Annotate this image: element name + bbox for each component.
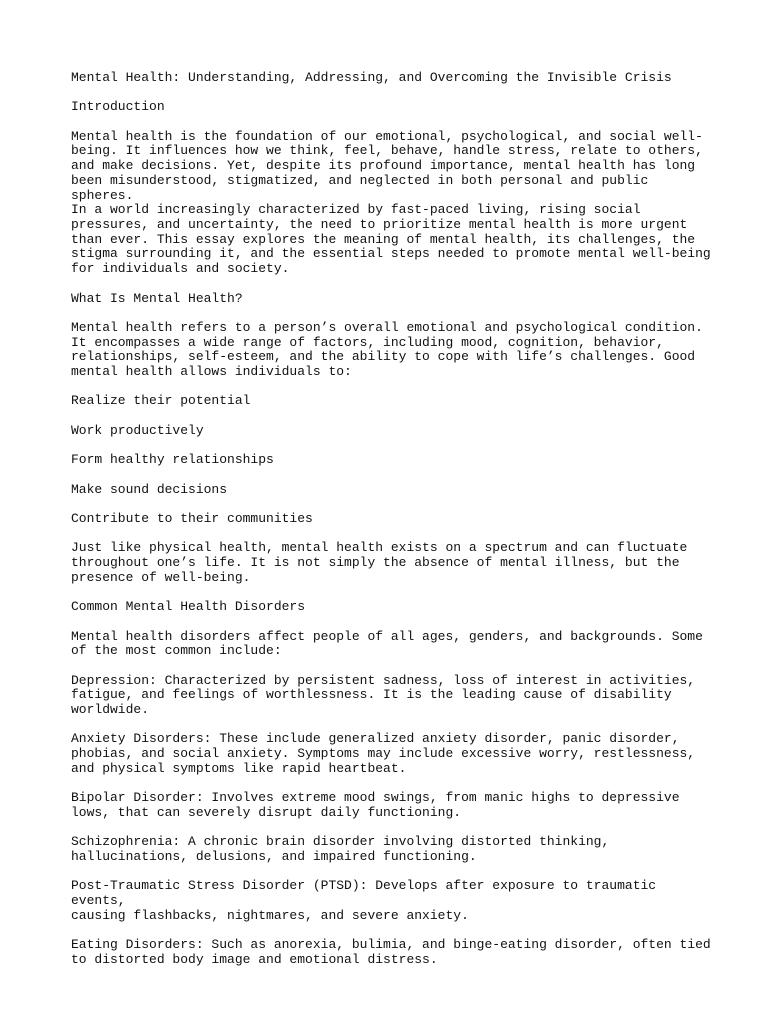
document-title: Mental Health: Understanding, Addressing, and Overcoming the Invisible Crisis — [71, 70, 672, 85]
list-item: Form healthy relationships — [71, 452, 274, 468]
definition-paragraph: Mental health refers to a person’s overall emotional and psychological condition. It encompasses a wide range of factors, including mood, cognition, behavior, relationships, self-esteem, and the ability to cope with life’s challenges. Good mental health allows individuals to: — [71, 319, 703, 379]
list-item: Make sound decisions — [71, 481, 228, 497]
disorder-paragraph-eating: Eating Disorders: Such as anorexia, bulimia, and binge-eating disorder, often tied to distorted body image and emotional distress. — [71, 937, 711, 967]
list-item: Work productively — [71, 422, 204, 438]
introduction-paragraph: Mental health is the foundation of our emotional, psychological, and social well- being. It influences how we think, feel, behave, handle stress, relate to others, and make decisions. Yet, despite its profound importance, mental health has long been misunderstood, stigmatized, and neglected in both personal and public spheres. In a world increasingly characterized by fast-paced living, rising social pressures, and uncertainty, the need to prioritize mental health is more urgent than ever. This essay explores the meaning of mental health, its challenges, the stigma surrounding it, and the essential steps needed to promote mental well-being for individuals and society. — [71, 128, 711, 277]
disorders-intro-paragraph: Mental health disorders affect people of all ages, genders, and backgrounds. Some of the most common include: — [71, 628, 703, 659]
disorder-paragraph-depression: Depression: Characterized by persistent sadness, loss of interest in activities, fatigue, and feelings of worthlessness. It is the leading cause of disability worldwide. — [71, 672, 696, 718]
section-heading-common-disorders: Common Mental Health Disorders — [71, 599, 306, 615]
section-heading-what-is-mental-health: What Is Mental Health? — [71, 290, 243, 306]
section-heading-introduction: Introduction — [71, 99, 165, 115]
list-item: Contribute to their communities — [71, 510, 313, 526]
disorder-paragraph-bipolar: Bipolar Disorder: Involves extreme mood swings, from manic highs to depressive lows, that can severely disrupt daily functioning. — [71, 790, 680, 820]
document-page — [71, 71, 711, 982]
disorder-paragraph-ptsd: Post-Traumatic Stress Disorder (PTSD): Develops after exposure to traumatic events, causing flashbacks, nightmares, and severe anxiety. — [71, 878, 657, 923]
disorder-paragraph-anxiety: Anxiety Disorders: These include generalized anxiety disorder, panic disorder, phobias, and social anxiety. Symptoms may include excessive worry, restlessness, and physical symptoms like rapid heartbeat. — [71, 731, 696, 776]
disorder-paragraph-schizophrenia: Schizophrenia: A chronic brain disorder involving distorted thinking, hallucinations, delusions, and impaired functioning. — [71, 834, 610, 865]
spectrum-paragraph: Just like physical health, mental health exists on a spectrum and can fluctuate throughout one’s life. It is not simply the absence of mental illness, but the presence of well-being. — [71, 540, 688, 585]
list-item: Realize their potential — [71, 393, 251, 409]
